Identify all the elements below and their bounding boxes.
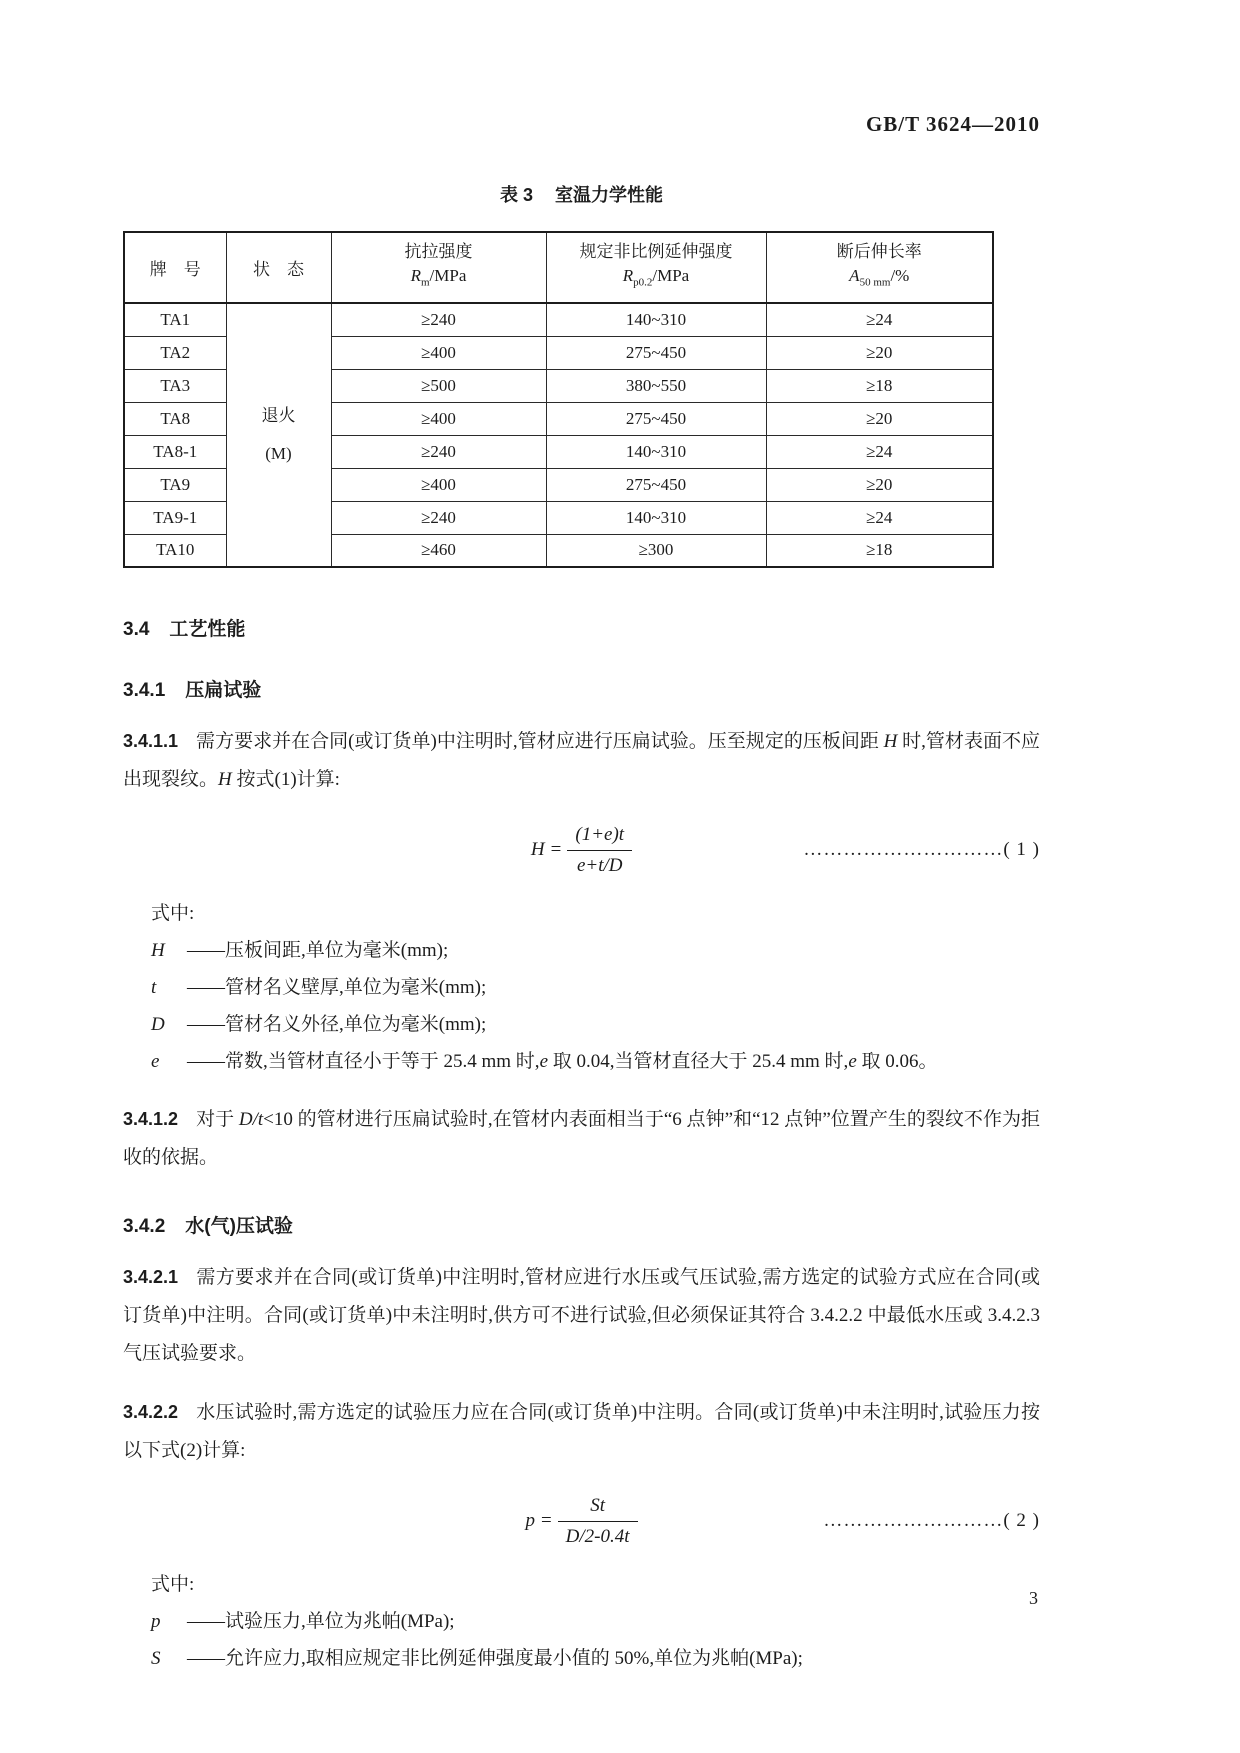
clause-3-4-2-1: 3.4.2.1 需方要求并在合同(或订货单)中注明时,管材应进行水压或气压试验,需方选定的试验方式应在合同(或订货单)中注明。合同(或订货单)中未注明时,供方可不进行试验,但必须保证其符合 3.4.2.2 中最低水压或 3.4.2.3 气压试验要求。 <box>123 1267 1040 1364</box>
rm-cell: ≥240 <box>331 435 546 468</box>
formula-2-fraction: $\frac{St}{D/2-0.4t}$ <box>558 1494 638 1549</box>
section-heading-3-4: 3.4 工艺性能 <box>123 619 246 640</box>
clause-3-4-2-2: 3.4.2.2 水压试验时,需方选定的试验压力应在合同(或订货单)中注明。合同(或订货单)中未注明时,试验压力按以下式(2)计算: <box>123 1402 1040 1461</box>
col-header-tensile-strength: 抗拉强度 $R_m$/MPa <box>331 232 546 303</box>
col-header-grade: 牌 号 <box>124 232 226 303</box>
grade-cell: TA8-1 <box>124 435 226 468</box>
rp-cell: 140~310 <box>546 501 766 534</box>
where-label-1: 式中: <box>151 903 195 924</box>
rm-cell: ≥500 <box>331 369 546 402</box>
table3-title <box>123 181 1040 207</box>
clause-3-4-1-1: 3.4.1.1 需方要求并在合同(或订货单)中注明时,管材应进行压扁试验。压至规定的压板间距 H 时,管材表面不应出现裂纹。H 按式(1)计算: <box>123 731 1040 790</box>
a-cell: ≥20 <box>766 336 993 369</box>
a-cell: ≥24 <box>766 435 993 468</box>
rm-cell: ≥400 <box>331 402 546 435</box>
where-item-t: t ——管材名义壁厚,单位为毫米(mm); <box>151 977 487 998</box>
clause-3-4-1-2: 3.4.1.2 对于 D/t<10 的管材进行压扁试验时,在管材内表面相当于“6 点钟”和“12 点钟”位置产生的裂纹不作为拒收的依据。 <box>123 1109 1040 1168</box>
grade-cell: TA3 <box>124 369 226 402</box>
where-item-D: D ——管材名义外径,单位为毫米(mm); <box>151 1014 487 1035</box>
col-header-state: 状 态 <box>226 232 331 303</box>
rm-cell: ≥240 <box>331 501 546 534</box>
rp-cell: ≥300 <box>546 534 766 567</box>
formula-2-leader: ………………………( 2 ) <box>823 1510 1040 1531</box>
rp-cell: 140~310 <box>546 303 766 336</box>
rm-cell: ≥240 <box>331 303 546 336</box>
rp-cell: 380~550 <box>546 369 766 402</box>
rp-cell: 275~450 <box>546 336 766 369</box>
table3-title-label: 表 3 <box>499 185 533 205</box>
a-cell: ≥20 <box>766 402 993 435</box>
page-number: 3 <box>1029 1588 1038 1608</box>
table-header-row <box>124 232 993 303</box>
table3-title-text: 室温力学性能 <box>555 185 663 205</box>
grade-cell: TA10 <box>124 534 226 567</box>
a-cell: ≥20 <box>766 468 993 501</box>
a-cell: ≥18 <box>766 369 993 402</box>
where-label-2: 式中: <box>151 1574 195 1595</box>
a-cell: ≥18 <box>766 534 993 567</box>
formula-1: H = $\frac{(1+e)t}{e+t/D}$ …………………………( 1 ) <box>530 823 1040 876</box>
col-header-elongation: 断后伸长率 $A_{50 mm}/\%$ <box>766 232 993 303</box>
section-heading-3-4-1: 3.4.1 压扁试验 <box>123 680 262 701</box>
rm-cell: ≥460 <box>331 534 546 567</box>
table-row <box>124 303 993 336</box>
rp-cell: 275~450 <box>546 402 766 435</box>
rm-cell: ≥400 <box>331 468 546 501</box>
state-cell: 退火 (M) <box>226 303 331 567</box>
a-cell: ≥24 <box>766 501 993 534</box>
where-item-p: p ——试验压力,单位为兆帕(MPa); <box>151 1611 455 1632</box>
standard-code: GB/T 3624—2010 <box>865 112 1040 136</box>
grade-cell: TA9-1 <box>124 501 226 534</box>
formula-1-lhs: H <box>530 839 545 860</box>
rp-cell: 140~310 <box>546 435 766 468</box>
where-item-e: e ——常数,当管材直径小于等于 25.4 mm 时,e 取 0.04,当管材直径大于 25.4 mm 时,e 取 0.06。 <box>151 1051 938 1072</box>
formula-2: p = $\frac{St}{D/2-0.4t}$ ………………………( 2 ) <box>525 1494 1040 1547</box>
section-heading-3-4-2: 3.4.2 水(气)压试验 <box>123 1216 293 1237</box>
formula-1-fraction: $\frac{(1+e)t}{e+t/D}$ <box>567 823 632 878</box>
a-cell: ≥24 <box>766 303 993 336</box>
rp-cell: 275~450 <box>546 468 766 501</box>
grade-cell: TA1 <box>124 303 226 336</box>
where-item-H: H ——压板间距,单位为毫米(mm); <box>151 940 449 961</box>
grade-cell: TA9 <box>124 468 226 501</box>
grade-cell: TA2 <box>124 336 226 369</box>
formula-1-leader: …………………………( 1 ) <box>803 839 1040 860</box>
where-item-S: S ——允许应力,取相应规定非比例延伸强度最小值的 50%,单位为兆帕(MPa); <box>151 1648 803 1669</box>
col-header-proof-strength: 规定非比例延伸强度 $R_{p0.2}$/MPa <box>546 232 766 303</box>
grade-cell: TA8 <box>124 402 226 435</box>
formula-2-lhs: p <box>525 1510 535 1531</box>
table3-mechanical-properties <box>123 231 994 568</box>
rm-cell: ≥400 <box>331 336 546 369</box>
